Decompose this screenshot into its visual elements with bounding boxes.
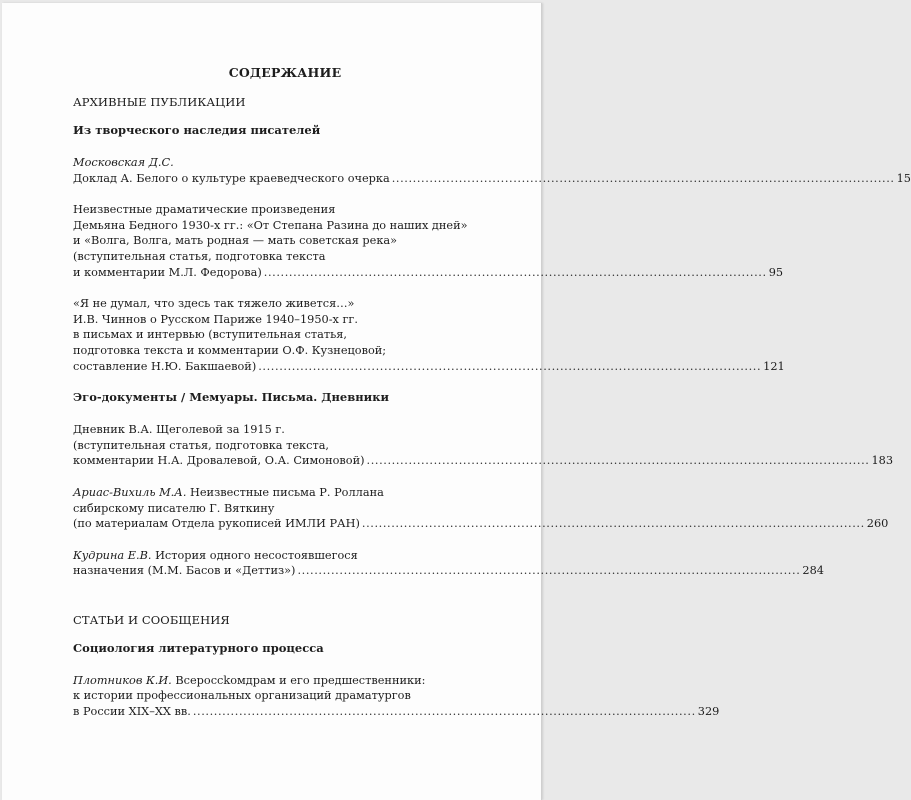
entry-title: назначения (М.М. Басов и «Деттиз») [73,564,296,578]
dot-leader: ........................................................................................................................ [391,171,895,185]
entry-line: Дневник В.А. Щеголевой за 1915 г. [73,423,285,437]
entry-title: и комментарии М.Л. Федорова) [73,265,262,279]
entry-author: Плотников К.И. [73,673,172,687]
entry-line: и «Волга, Волга, мать родная — мать советская река» [73,234,398,248]
page-number: 95 [768,265,784,279]
entry-title-start: Всероссkомдрам и его предшественники: [175,673,426,687]
document-page [2,3,911,800]
entry-title-line [73,453,894,469]
entry-line: (вступительная статья, подготовка текста, [73,438,330,452]
dot-leader: ........................................................................................................................ [366,454,870,468]
entry-line: Неизвестные драматические произведения [73,203,336,217]
entry-line: подготовка текста и комментарии О.Ф. Кузнецовой; [73,343,387,357]
page-number: 183 [871,454,894,468]
entry-title-line [73,171,911,187]
toc-entry [73,155,911,186]
page-number: 121 [763,359,785,373]
page-number: 260 [866,517,889,531]
entry-line: Демьяна Бедного 1930-х гг.: «От Степана Разина до наших дней» [73,218,468,232]
dot-leader: ........................................................................................................................ [192,705,696,719]
entry-first-line [73,548,489,564]
entry-line: сибирскому писателю Г. Вяткину [73,501,275,515]
entry-title-line [73,516,889,532]
toc-entry [73,202,784,280]
page-number: 15 [896,171,911,185]
entry-title-line [73,265,784,281]
entry-title-start: История одного несостоявшегося [155,548,358,562]
entry-first-line [73,673,489,689]
entry-title-line [73,563,824,579]
entry-author: Московская Д.С. [73,156,174,169]
section-heading: СТАТЬИ И СООБЩЕНИЯ [73,612,230,627]
toc-entry [73,485,889,532]
table-of-contents [73,65,911,736]
entry-author: Ариас-Вихиль М.А. [73,485,187,499]
section-heading: АРХИВНЫЕ ПУБЛИКАЦИИ [73,95,246,109]
dot-leader: ........................................................................................................................ [361,517,865,531]
entry-title: (по материалам Отдела рукописей ИМЛИ РАН) [73,517,360,531]
toc-entry [73,548,824,579]
entry-line: (вступительная статья, подготовка текста [73,249,326,263]
entry-title-line [73,704,720,720]
entry-author: Кудрина Е.В. [73,548,152,562]
entry-title-start: Неизвестные письма Р. Роллана [190,485,384,499]
entry-line: к истории профессиональных организаций драматургов [73,689,411,703]
page-title: СОДЕРЖАНИЕ [228,65,342,80]
entry-line: И.В. Чиннов о Русском Париже 1940–1950-х гг. [73,312,358,326]
dot-leader: ........................................................................................................................ [297,564,801,578]
entry-title-line [73,359,785,375]
toc-entry [73,422,894,469]
entry-first-line [73,485,489,501]
toc-entry [73,296,785,374]
subsection-heading: Эго-документы / Мемуары. Письма. Дневники [73,390,390,405]
subsection-heading: Из творческого наследия писателей [73,123,321,137]
entry-line: «Я не думал, что здесь так тяжело живется…» [73,297,355,311]
page-number: 329 [697,705,720,719]
entry-title: комментарии Н.А. Дровалевой, О.А. Симоновой) [73,454,365,468]
entry-title: составление Н.Ю. Бакшаевой) [73,359,257,373]
entry-line: в письмах и интервью (вступительная статья, [73,328,347,342]
entry-title: Доклад А. Белого о культуре краеведческого очерка [73,171,390,185]
page-number: 284 [802,564,824,578]
entry-title: в России XIX–XX вв. [73,705,191,719]
dot-leader: ........................................................................................................................ [258,359,762,373]
toc-entry [73,673,720,720]
dot-leader: ........................................................................................................................ [263,265,767,279]
subsection-heading: Социология литературного процесса [73,640,324,655]
